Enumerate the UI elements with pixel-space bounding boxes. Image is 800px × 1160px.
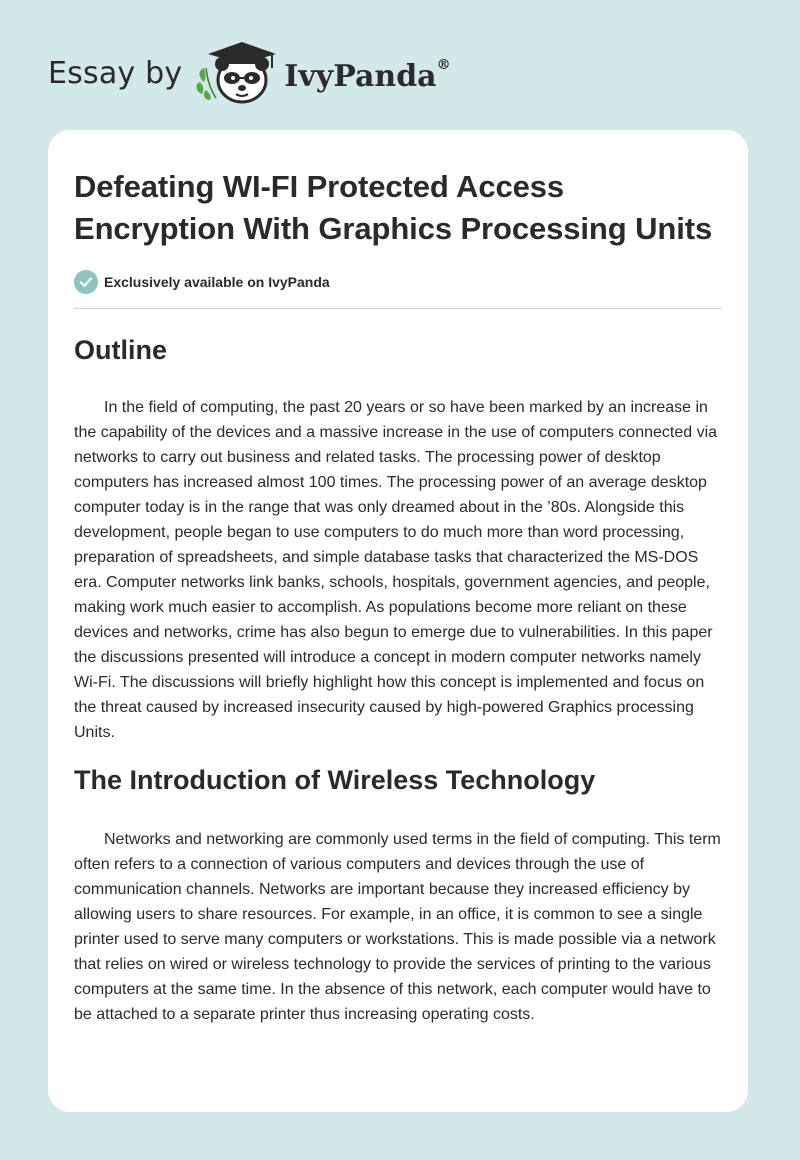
site-header — [48, 38, 451, 108]
check-icon — [74, 270, 98, 294]
ivypanda-brand — [284, 56, 451, 94]
section-paragraph: In the field of computing, the past 20 years or so have been marked by an increase in the capability of the devices and a massive increase in the use of computers connected via networks to carry out business and related tasks. The processing power of desktop computers has increased almost 100 times. The processing power of an average desktop computer today is in the range that was only dreamed about in the ’80s. Alongside this development, people began to use computers to do much more than word processing, preparation of spreadsheets, and simple database tasks that characterized the MS-DOS era. Computer networks link banks, schools, hospitals, government agencies, and people, making work much easier to accomplish. As populations become more reliant on these devices and networks, crime has also begun to emerge due to vulnerabilities. In this paper the discussions presented will introduce a concept in modern computer networks namely Wi-Fi. The discussions will briefly highlight how this concept is implemented and focus on the threat caused by increased insecurity caused by high-powered Graphics processing Units. — [74, 399, 718, 741]
exclusive-badge-text: Exclusively available on IvyPanda — [104, 274, 330, 290]
essay-by-label: Essay by — [48, 55, 183, 91]
exclusive-badge-row — [74, 270, 722, 309]
brand-name: IvyPanda — [284, 58, 437, 94]
section-outline — [74, 333, 722, 745]
section-paragraph: Networks and networking are commonly used terms in the field of computing. This term often refers to a connection of various computers and devices through the use of communication channels. Networks are important because they increased efficiency by allowing users to share resources. For example, in an office, it is common to see a single printer used to serve many computers or workstations. This is made possible via a network that relies on wired or wireless technology to provide the services of printing to the various computers at the same time. In the absence of this network, each computer would have to be attached to a separate printer thus increasing operating costs. — [74, 831, 721, 1023]
registered-mark: ® — [436, 56, 451, 73]
section-heading: The Introduction of Wireless Technology — [74, 765, 596, 795]
section-heading: Outline — [74, 335, 167, 365]
ivypanda-logo-icon[interactable] — [194, 38, 280, 108]
article-title: Defeating WI-FI Protected Access Encryption With Graphics Processing Units — [74, 169, 713, 246]
section-wireless-introduction — [74, 763, 722, 1027]
article-card — [48, 130, 748, 1112]
